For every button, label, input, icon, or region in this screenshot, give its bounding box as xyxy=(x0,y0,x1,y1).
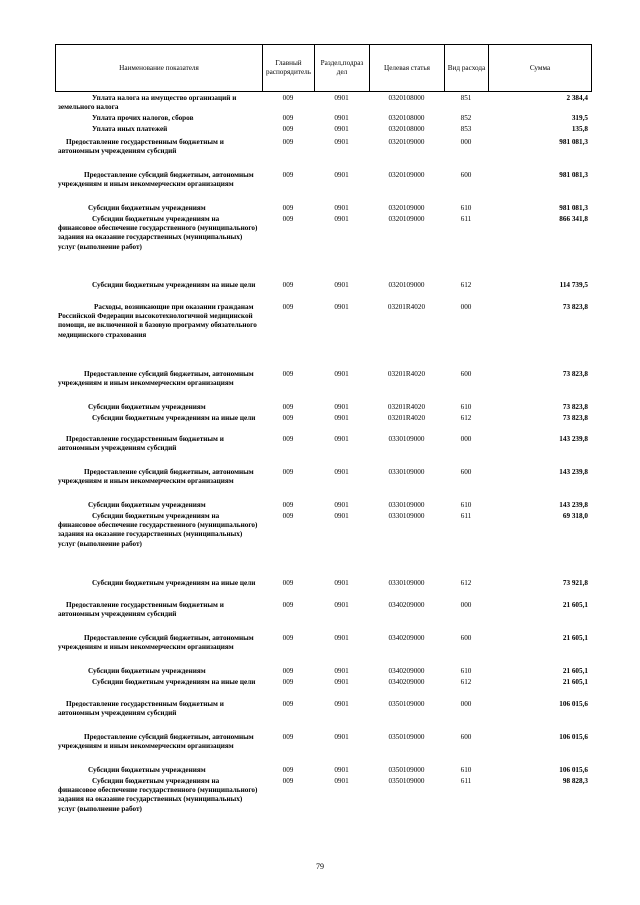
row-csr: 0320109000 xyxy=(388,204,425,212)
row-grbs: 009 xyxy=(282,171,294,179)
row-sum: 73 823,8 xyxy=(562,403,588,411)
row-sum: 21 605,1 xyxy=(562,601,588,609)
row-rzpr: 0901 xyxy=(334,766,349,774)
row-vr: 851 xyxy=(460,94,472,102)
row-name: Субсидии бюджетным учреждениям xyxy=(88,501,206,509)
row-sum: 866 341,8 xyxy=(559,215,588,223)
row-vr: 610 xyxy=(460,204,472,212)
row-vr: 600 xyxy=(460,171,472,179)
row-vr: 611 xyxy=(460,777,472,785)
row-csr: 0340209000 xyxy=(388,601,425,609)
row-vr: 612 xyxy=(460,579,472,587)
row-vr: 000 xyxy=(460,700,472,708)
row-sum: 135,8 xyxy=(571,125,588,133)
row-rzpr: 0901 xyxy=(334,512,349,520)
row-rzpr: 0901 xyxy=(334,215,349,223)
row-vr: 000 xyxy=(460,303,472,311)
row-sum: 319,5 xyxy=(571,114,588,122)
row-sum: 21 605,1 xyxy=(562,634,588,642)
row-rzpr: 0901 xyxy=(334,370,349,378)
row-csr: 0330109000 xyxy=(388,435,425,443)
row-name: Субсидии бюджетным учреждениям xyxy=(88,204,206,212)
row-rzpr: 0901 xyxy=(334,733,349,741)
row-grbs: 009 xyxy=(282,678,294,686)
row-vr: 600 xyxy=(460,733,472,741)
row-name: Предоставление субсидий бюджетным, автономным учреждениям и иным некоммерческим организациям xyxy=(58,171,254,189)
row-vr: 610 xyxy=(460,501,472,509)
row-sum: 21 605,1 xyxy=(562,678,588,686)
row-grbs: 009 xyxy=(282,601,294,609)
row-sum: 981 081,3 xyxy=(559,171,588,179)
row-vr: 612 xyxy=(460,281,472,289)
row-sum: 981 081,3 xyxy=(559,138,588,146)
row-name: Субсидии бюджетным учреждениям на финансовое обеспечение государственного (муниципального) задания на оказание государственных (муниципальных) услуг (выполнение работ) xyxy=(58,512,258,548)
row-grbs: 009 xyxy=(282,667,294,675)
row-name: Субсидии бюджетным учреждениям на иные цели xyxy=(92,414,256,422)
row-rzpr: 0901 xyxy=(334,303,349,311)
row-name: Уплата прочих налогов, сборов xyxy=(92,114,194,122)
row-csr: 03201R4020 xyxy=(387,303,426,311)
row-rzpr: 0901 xyxy=(334,403,349,411)
row-csr: 03201R4020 xyxy=(387,370,426,378)
row-sum: 143 239,8 xyxy=(559,468,588,476)
row-sum: 114 739,5 xyxy=(559,281,588,289)
row-sum: 69 318,0 xyxy=(562,512,588,520)
row-csr: 03201R4020 xyxy=(387,403,426,411)
row-grbs: 009 xyxy=(282,733,294,741)
row-grbs: 009 xyxy=(282,579,294,587)
row-csr: 0350109000 xyxy=(388,700,425,708)
row-grbs: 009 xyxy=(282,281,294,289)
row-grbs: 009 xyxy=(282,138,294,146)
row-sum: 98 828,3 xyxy=(562,777,588,785)
row-name: Расходы, возникающие при оказании гражданам Российской Федерации высокотехнологичной медицинской помощи, не включенной в базовую программу обязательного медицинского страхования xyxy=(58,303,257,339)
row-vr: 612 xyxy=(460,678,472,686)
row-sum: 106 015,6 xyxy=(559,733,588,741)
row-rzpr: 0901 xyxy=(334,634,349,642)
row-grbs: 009 xyxy=(282,215,294,223)
header-rzpr: Раздел,подраз дел xyxy=(315,45,370,91)
row-name: Субсидии бюджетным учреждениям xyxy=(88,766,206,774)
header-csr: Целевая статья xyxy=(370,45,445,91)
row-grbs: 009 xyxy=(282,125,294,133)
row-name: Субсидии бюджетным учреждениям xyxy=(88,403,206,411)
header-sum: Сумма xyxy=(529,63,551,72)
row-sum: 981 081,3 xyxy=(559,204,588,212)
row-vr: 600 xyxy=(460,370,472,378)
row-grbs: 009 xyxy=(282,414,294,422)
row-csr: 0320108000 xyxy=(388,125,425,133)
row-csr: 0350109000 xyxy=(388,733,425,741)
row-vr: 852 xyxy=(460,114,472,122)
row-vr: 612 xyxy=(460,414,472,422)
row-csr: 0350109000 xyxy=(388,777,425,785)
row-vr: 600 xyxy=(460,468,472,476)
row-grbs: 009 xyxy=(282,370,294,378)
row-sum: 2 384,4 xyxy=(566,94,588,102)
row-name: Предоставление субсидий бюджетным, автономным учреждениям и иным некоммерческим организациям xyxy=(58,370,254,388)
row-grbs: 009 xyxy=(282,634,294,642)
row-sum: 143 239,8 xyxy=(559,501,588,509)
row-csr: 0340209000 xyxy=(388,667,425,675)
row-rzpr: 0901 xyxy=(334,125,349,133)
row-name: Субсидии бюджетным учреждениям на иные цели xyxy=(92,678,256,686)
row-vr: 000 xyxy=(460,435,472,443)
row-name: Предоставление государственным бюджетным и автономным учреждениям субсидий xyxy=(58,700,224,718)
row-grbs: 009 xyxy=(282,403,294,411)
row-grbs: 009 xyxy=(282,435,294,443)
row-grbs: 009 xyxy=(282,501,294,509)
row-grbs: 009 xyxy=(282,94,294,102)
row-rzpr: 0901 xyxy=(334,414,349,422)
row-csr: 0320109000 xyxy=(388,138,425,146)
row-csr: 0320109000 xyxy=(388,281,425,289)
row-name: Субсидии бюджетным учреждениям на финансовое обеспечение государственного (муниципального) задания на оказание государственных (муниципальных) услуг (выполнение работ) xyxy=(58,215,258,251)
row-grbs: 009 xyxy=(282,114,294,122)
table-header xyxy=(55,44,592,92)
row-name: Предоставление субсидий бюджетным, автономным учреждениям и иным некоммерческим организациям xyxy=(58,468,254,486)
row-name: Предоставление субсидий бюджетным, автономным учреждениям и иным некоммерческим организациям xyxy=(58,634,254,652)
row-vr: 610 xyxy=(460,667,472,675)
row-sum: 73 823,8 xyxy=(562,303,588,311)
row-rzpr: 0901 xyxy=(334,700,349,708)
row-csr: 0320108000 xyxy=(388,94,425,102)
row-csr: 0320108000 xyxy=(388,114,425,122)
row-sum: 73 921,8 xyxy=(562,579,588,587)
row-name: Субсидии бюджетным учреждениям на финансовое обеспечение государственного (муниципального) задания на оказание государственных (муниципальных) услуг (выполнение работ) xyxy=(58,777,258,813)
row-csr: 0330109000 xyxy=(388,512,425,520)
row-csr: 0330109000 xyxy=(388,468,425,476)
row-csr: 0320109000 xyxy=(388,171,425,179)
row-grbs: 009 xyxy=(282,766,294,774)
page-number: 79 xyxy=(316,862,324,871)
row-sum: 73 823,8 xyxy=(562,414,588,422)
header-vr: Вид расхода xyxy=(445,45,489,91)
row-rzpr: 0901 xyxy=(334,601,349,609)
row-rzpr: 0901 xyxy=(334,435,349,443)
row-rzpr: 0901 xyxy=(334,204,349,212)
row-grbs: 009 xyxy=(282,512,294,520)
row-vr: 600 xyxy=(460,634,472,642)
row-name: Уплата налога на имущество организаций и земельного налога xyxy=(58,94,237,112)
row-vr: 000 xyxy=(460,601,472,609)
row-vr: 853 xyxy=(460,125,472,133)
row-name: Предоставление субсидий бюджетным, автономным учреждениям и иным некоммерческим организациям xyxy=(58,733,254,751)
row-grbs: 009 xyxy=(282,468,294,476)
row-csr: 03201R4020 xyxy=(387,414,426,422)
row-name: Субсидии бюджетным учреждениям xyxy=(88,667,206,675)
row-name: Предоставление государственным бюджетным и автономным учреждениям субсидий xyxy=(58,435,224,453)
row-csr: 0340209000 xyxy=(388,634,425,642)
row-sum: 106 015,6 xyxy=(559,766,588,774)
row-name: Предоставление государственным бюджетным и автономным учреждениям субсидий xyxy=(58,138,224,156)
row-rzpr: 0901 xyxy=(334,501,349,509)
row-vr: 611 xyxy=(460,215,472,223)
row-sum: 106 015,6 xyxy=(559,700,588,708)
row-grbs: 009 xyxy=(282,700,294,708)
row-grbs: 009 xyxy=(282,303,294,311)
row-csr: 0340209000 xyxy=(388,678,425,686)
row-rzpr: 0901 xyxy=(334,281,349,289)
row-rzpr: 0901 xyxy=(334,777,349,785)
row-csr: 0320109000 xyxy=(388,215,425,223)
row-csr: 0330109000 xyxy=(388,501,425,509)
row-sum: 143 239,8 xyxy=(559,435,588,443)
row-name: Предоставление государственным бюджетным и автономным учреждениям субсидий xyxy=(58,601,224,619)
row-csr: 0330109000 xyxy=(388,579,425,587)
row-vr: 000 xyxy=(460,138,472,146)
row-rzpr: 0901 xyxy=(334,114,349,122)
row-csr: 0350109000 xyxy=(388,766,425,774)
row-rzpr: 0901 xyxy=(334,468,349,476)
row-sum: 73 823,8 xyxy=(562,370,588,378)
row-rzpr: 0901 xyxy=(334,138,349,146)
row-grbs: 009 xyxy=(282,204,294,212)
row-grbs: 009 xyxy=(282,777,294,785)
row-name: Субсидии бюджетным учреждениям на иные цели xyxy=(92,579,256,587)
header-name: Наименование показателя xyxy=(56,45,263,91)
row-rzpr: 0901 xyxy=(334,171,349,179)
row-vr: 610 xyxy=(460,766,472,774)
row-vr: 610 xyxy=(460,403,472,411)
row-vr: 611 xyxy=(460,512,472,520)
row-sum: 21 605,1 xyxy=(562,667,588,675)
row-rzpr: 0901 xyxy=(334,94,349,102)
header-grbs: Главный распорядитель xyxy=(263,45,315,91)
row-name: Субсидии бюджетным учреждениям на иные цели xyxy=(92,281,256,289)
row-rzpr: 0901 xyxy=(334,667,349,675)
row-rzpr: 0901 xyxy=(334,678,349,686)
row-name: Уплата иных платежей xyxy=(92,125,168,133)
row-rzpr: 0901 xyxy=(334,579,349,587)
